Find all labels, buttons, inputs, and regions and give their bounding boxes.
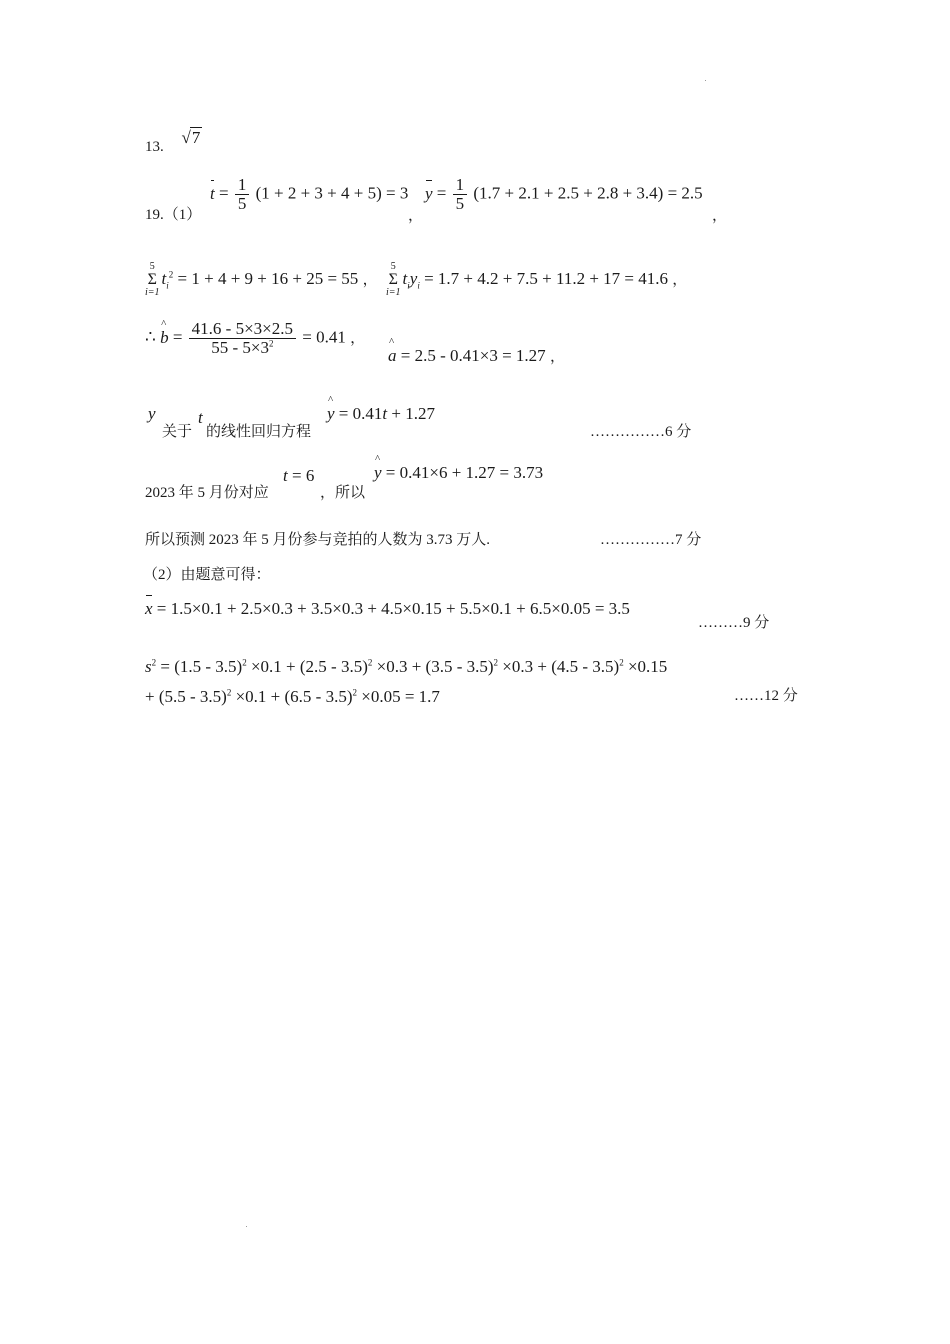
score-6: ……………6 分 <box>590 424 692 440</box>
t-mean-formula: t = $\frac{1}{5}$ (1 + 2 + 3 + 4 + 5) = 3 <box>210 175 409 213</box>
b-hat-var: ^ b <box>160 328 169 348</box>
b-hat-fraction <box>189 320 296 358</box>
reg-yhat: ^ y <box>327 404 335 424</box>
comma-1: ， <box>408 208 424 224</box>
sqrt-radicand: 7 <box>191 128 201 147</box>
t-frac-den: 5 <box>237 193 247 213</box>
sum2-sub2: i <box>417 280 420 291</box>
sqrt-expression: √7 <box>181 128 201 147</box>
sum1-sup: 2 <box>168 269 174 280</box>
v1-part-0: = (1.5 - 3.5) <box>160 657 243 676</box>
b-den-sup: 2 <box>268 338 274 349</box>
sigma-2-lower: i=1 <box>386 287 401 298</box>
y-bar-var: y <box>425 183 433 203</box>
v1-part-4: ×0.15 <box>627 657 668 676</box>
predict-equation <box>374 463 543 483</box>
predict-mid: ，所以 <box>320 485 366 501</box>
y-frac-den: 5 <box>455 193 465 213</box>
comma-4: ， <box>672 271 688 288</box>
b-hat-formula: ∴ ^ b = $\frac{41.6 - 5\times 3\times 2.5}{55 - 5\times 3^2}$ = 0.41 ， <box>145 320 365 358</box>
sum2-sub1: i <box>407 280 410 291</box>
t-bar-var: t <box>210 183 215 203</box>
comma-6: ， <box>549 349 565 365</box>
sigma-1-upper: 5 <box>149 261 155 272</box>
x-bar-var: x <box>145 599 153 618</box>
reg-about: 关于 <box>162 424 193 440</box>
variance-line-2 <box>145 687 440 707</box>
sigma-2-upper: 5 <box>390 261 396 272</box>
b-den-main: 55 - 5×3 <box>211 337 269 357</box>
reg-equation <box>327 404 435 424</box>
v2-sq-0: 2 <box>226 687 232 698</box>
variance-line-1 <box>145 657 667 677</box>
sum-t-squared <box>145 262 378 298</box>
reg-text: 的线性回归方程 <box>206 424 312 440</box>
comma-2: ， <box>712 208 728 224</box>
comma-5: ， <box>350 330 366 347</box>
v2-part-2: ×0.05 = 1.7 <box>361 687 440 706</box>
predict-eq: = 0.41×6 + 1.27 = 3.73 <box>385 463 544 482</box>
sum1-term: t <box>161 268 167 288</box>
therefore-symbol: ∴ <box>145 327 156 347</box>
sigma-1 <box>145 262 160 298</box>
sum1-sub: i <box>166 280 169 291</box>
page-mark-bottom <box>246 1226 247 1227</box>
q19-label: 19.（1） <box>145 207 202 223</box>
v1-sq-0: 2 <box>242 657 247 668</box>
part2-label: （2）由题意可得： <box>143 567 271 583</box>
page-mark-top <box>705 80 706 81</box>
b-frac-num: 41.6 - 5×3×2.5 <box>189 320 296 339</box>
variance-sup: 2 <box>151 657 157 668</box>
reg-eq2: + 1.27 <box>391 404 435 423</box>
y-mean-expr: (1.7 + 2.1 + 2.5 + 2.8 + 3.4) = 2.5 <box>473 183 703 203</box>
sum2-expr: = 1.7 + 4.2 + 7.5 + 11.2 + 17 = 41.6 <box>424 268 668 288</box>
predict-t: t <box>283 466 288 485</box>
y-frac-num: 1 <box>453 176 468 195</box>
b-hat-result: = 0.41 <box>302 327 346 347</box>
predict-prefix: 2023 年 5 月份对应 <box>145 485 269 501</box>
reg-eq: = 0.41 <box>338 404 383 423</box>
v2-part-1: ×0.1 + (6.5 - 3.5) <box>235 687 353 706</box>
v2-sq-1: 2 <box>352 687 357 698</box>
v1-sq-2: 2 <box>493 657 499 668</box>
reg-t2: t <box>382 404 388 423</box>
score-12: ……12 分 <box>734 688 798 704</box>
x-mean-expr: = 1.5×0.1 + 2.5×0.3 + 3.5×0.3 + 4.5×0.15 + 5.5×0.1 + 6.5×0.05 = 3.5 <box>156 599 630 618</box>
a-hat-formula <box>388 345 565 366</box>
comma-3: ， <box>362 271 378 288</box>
a-hat-expr: = 2.5 - 0.41×3 = 1.27 <box>400 346 546 365</box>
v1-sq-3: 2 <box>619 657 624 668</box>
q13-row <box>145 128 202 156</box>
sum2-term1: t <box>402 268 408 288</box>
y-mean-fraction <box>453 176 468 214</box>
t-frac-num: 1 <box>235 176 250 195</box>
t-mean-expr: (1 + 2 + 3 + 4 + 5) = 3 <box>255 183 409 203</box>
v1-part-2: ×0.3 + (3.5 - 3.5) <box>376 657 494 676</box>
sum-t-y <box>386 262 687 298</box>
x-mean-formula <box>145 599 630 619</box>
v1-sq-1: 2 <box>367 657 373 668</box>
conclusion-text: 所以预测 2023 年 5 月份参与竞拍的人数为 3.73 万人. <box>145 532 491 548</box>
q13-label: 13. <box>145 139 164 155</box>
variance-var: s <box>145 657 152 676</box>
v1-part-1: ×0.1 + (2.5 - 3.5) <box>250 657 368 676</box>
b-frac-den <box>208 339 276 358</box>
sigma-2-symbol: Σ <box>388 271 398 288</box>
sigma-2 <box>386 262 401 298</box>
score-7: ……………7 分 <box>600 532 702 548</box>
reg-t: t <box>198 408 203 427</box>
sigma-1-symbol: Σ <box>147 271 157 288</box>
reg-y: y <box>148 404 156 423</box>
predict-yhat: ^ y <box>374 463 382 483</box>
v1-part-3: ×0.3 + (4.5 - 3.5) <box>502 657 620 676</box>
t-mean-fraction <box>235 176 250 214</box>
score-9: ………9 分 <box>698 615 770 631</box>
predict-t-eq <box>283 466 314 486</box>
sigma-1-lower: i=1 <box>145 287 160 298</box>
v2-part-0: + (5.5 - 3.5) <box>145 687 227 706</box>
sum2-term2: y <box>409 268 418 288</box>
predict-teq: = 6 <box>291 466 315 485</box>
y-mean-formula: y = $\frac{1}{5}$ (1.7 + 2.1 + 2.5 + 2.8 + 3.4) = 2.5 <box>425 175 703 213</box>
sum1-expr: = 1 + 4 + 9 + 16 + 25 = 55 <box>177 268 359 288</box>
a-hat-var: ^ a <box>388 346 397 366</box>
